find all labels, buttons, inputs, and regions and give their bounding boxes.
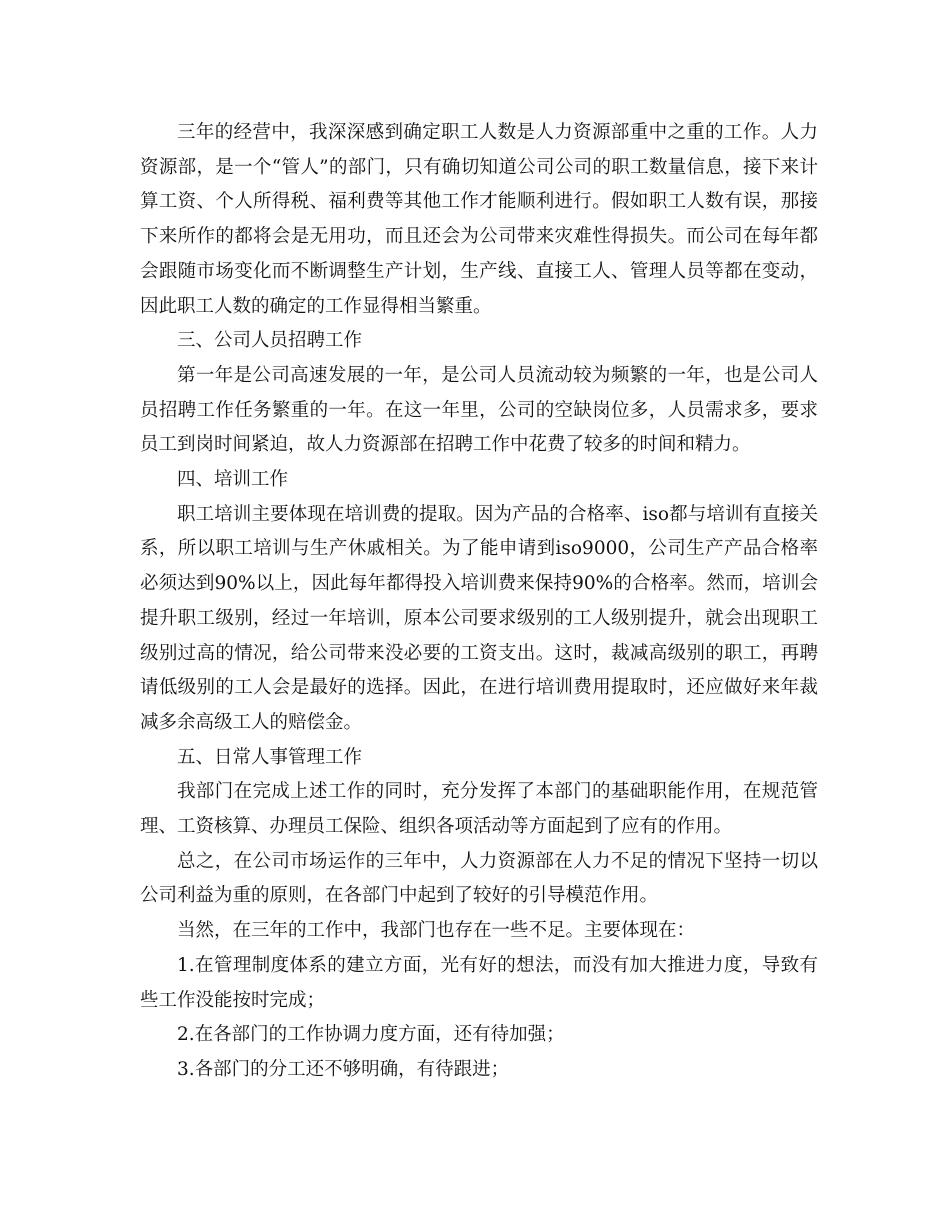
section-heading-recruitment: 三、公司人员招聘工作 — [177, 330, 363, 352]
list-item-1: 1.在管理制度体系的建立方面，光有好的想法，而没有加大推进力度，导致有些工作没能按时完成； — [140, 954, 818, 1011]
paragraph-daily-hr: 我部门在完成上述工作的同时，充分发挥了本部门的基础职能作用，在规范管理、工资核算、办理员工保险、组织各项活动等方面起到了应有的作用。 — [140, 781, 818, 838]
paragraph-intro: 三年的经营中，我深深感到确定职工人数是人力资源部重中之重的工作。人力资源部，是一个“管人”的部门，只有确切知道公司公司的职工数量信息，接下来计算工资、个人所得税、福利费等其他工作才能顺利进行。假如职工人数有误，那接下来所作的都将会是无用功，而且还会为公司带来灾难性得损失。而公司在每年都会跟随市场变化而不断调整生产计划，生产线、直接工人、管理人员等都在变动，因此职工人数的确定的工作显得相当繁重。 — [140, 122, 818, 317]
paragraph-shortcomings: 当然，在三年的工作中，我部门也存在一些不足。主要体现在： — [177, 920, 696, 942]
paragraph-recruitment: 第一年是公司高速发展的一年，是公司人员流动较为频繁的一年，也是公司人员招聘工作任务繁重的一年。在这一年里，公司的空缺岗位多，人员需求多，要求员工到岗时间紧迫，故人力资源部在招聘工作中花费了较多的时间和精力。 — [140, 364, 818, 456]
paragraph-summary: 总之，在公司市场运作的三年中，人力资源部在人力不足的情况下坚持一切以公司利益为重的原则，在各部门中起到了较好的引导模范作用。 — [140, 850, 818, 907]
list-item-3: 3.各部门的分工还不够明确，有待跟进； — [177, 1058, 510, 1080]
paragraph-training: 职工培训主要体现在培训费的提取。因为产品的合格率、iso都与培训有直接关系，所以职工培训与生产休戚相关。为了能申请到iso9000，公司生产产品合格率必须达到90%以上，因此每年都得投入培训费来保持90%的合格率。然而，培训会提升职工级别，经过一年培训，原本公司要求级别的工人级别提升，就会出现职工级别过高的情况，给公司带来没必要的工资支出。这时，裁减高级别的职工，再聘请低级别的工人会是最好的选择。因此，在进行培训费用提取时，还应做好来年裁减多余高级工人的赔偿金。 — [140, 503, 818, 733]
section-heading-training: 四、培训工作 — [177, 469, 289, 491]
section-heading-daily-hr: 五、日常人事管理工作 — [177, 746, 363, 768]
list-item-2: 2.在各部门的工作协调力度方面，还有待加强； — [177, 1024, 565, 1046]
